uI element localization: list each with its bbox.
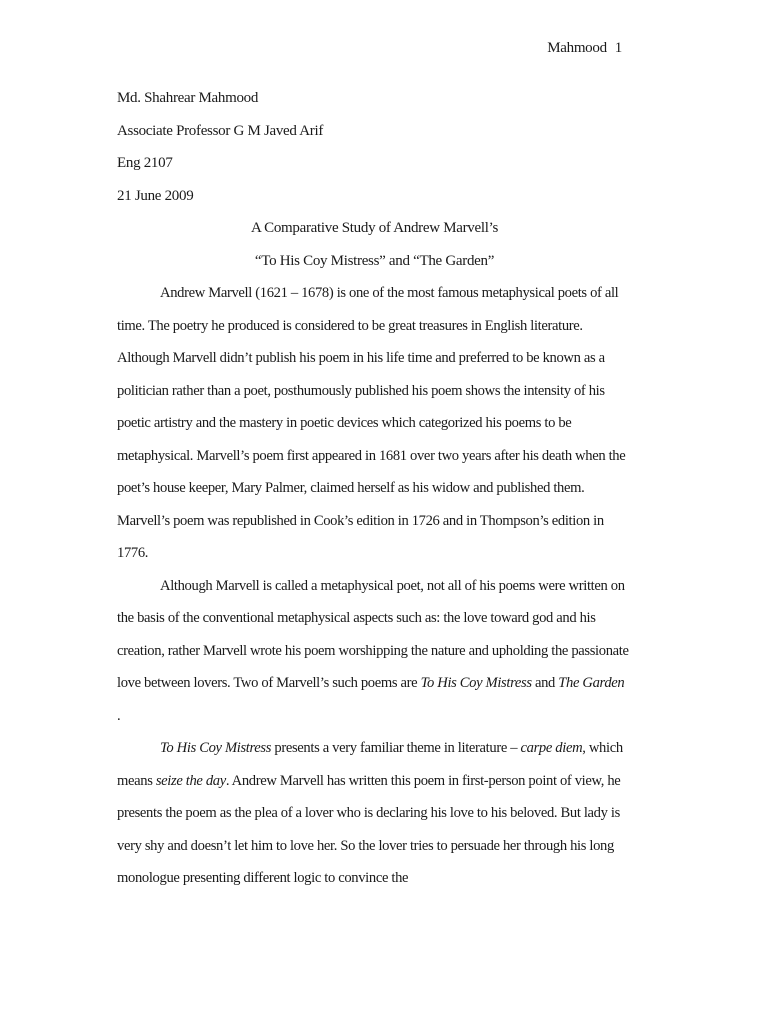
body-line: very shy and doesn’t let him to love her. So the lover tries to persuade her through his long [117,837,614,854]
poem-title: To His Coy Mistress [420,675,532,691]
body-line: monologue presenting different logic to convince the [117,870,409,886]
body-line: Andrew Marvell (1621 – 1678) is one of the most famous metaphysical poets of all [160,285,619,301]
body-line: 1776. [117,545,149,561]
body-line [117,732,637,765]
body-line: politician rather than a poet, posthumously published his poem shows the intensity of his [117,382,605,399]
latin-term: carpe diem [520,740,583,756]
body-line: time. The poetry he produced is considered to be great treasures in English literature. [117,317,583,334]
body-line [117,667,637,700]
body-line: creation, rather Marvell wrote his poem worshipping the nature and upholding the passionate [117,642,629,659]
body-line: Although Marvell didn’t publish his poem in his life time and preferred to be known as a [117,350,605,366]
body-line: poetic artistry and the mastery in poetic devices which categorized his poems to be [117,415,572,431]
poem-title: To His Coy Mistress [160,740,272,756]
text-run: presents a very familiar theme in literature – [271,740,521,756]
date: 21 June 2009 [117,187,194,204]
title-line-1: A Comparative Study of Andrew Marvell’s [250,220,498,236]
student-name: Md. Shahrear Mahmood [117,90,259,106]
body-line: . [117,707,121,724]
text-run: and [531,675,559,691]
text-run: , which [582,740,623,756]
essay-body [117,277,637,895]
text-run: love between lovers. Two of Marvell’s such poems are [117,675,421,691]
body-line: Although Marvell is called a metaphysical poet, not all of his poems were written on [160,577,625,594]
translation-term: seize the day [155,772,226,789]
heading-block [117,82,323,212]
body-line: metaphysical. Marvell’s poem first appeared in 1681 over two years after his death when the [117,447,626,464]
page-number: 1 [614,40,622,56]
poem-title: The Garden [558,675,625,691]
body-line [117,765,637,798]
course-code: Eng 2107 [117,155,173,171]
body-line: Marvell’s poem was republished in Cook’s edition in 1726 and in Thompson’s edition in [117,512,604,529]
running-header [547,40,622,57]
essay-title [117,212,632,277]
title-line-2: “To His Coy Mistress” and “The Garden” [254,252,495,269]
text-run: . Andrew Marvell has written this poem in first-person point of view, he [225,772,621,789]
body-line: presents the poem as the plea of a lover who is declaring his love to his beloved. But lady is [117,805,620,821]
text-run: means [117,772,156,789]
body-line: poet’s house keeper, Mary Palmer, claimed herself as his widow and published them. [117,480,585,496]
body-line: the basis of the conventional metaphysical aspects such as: the love toward god and his [117,610,596,626]
header-surname: Mahmood [547,40,607,56]
instructor-name: Associate Professor G M Javed Arif [117,122,324,139]
